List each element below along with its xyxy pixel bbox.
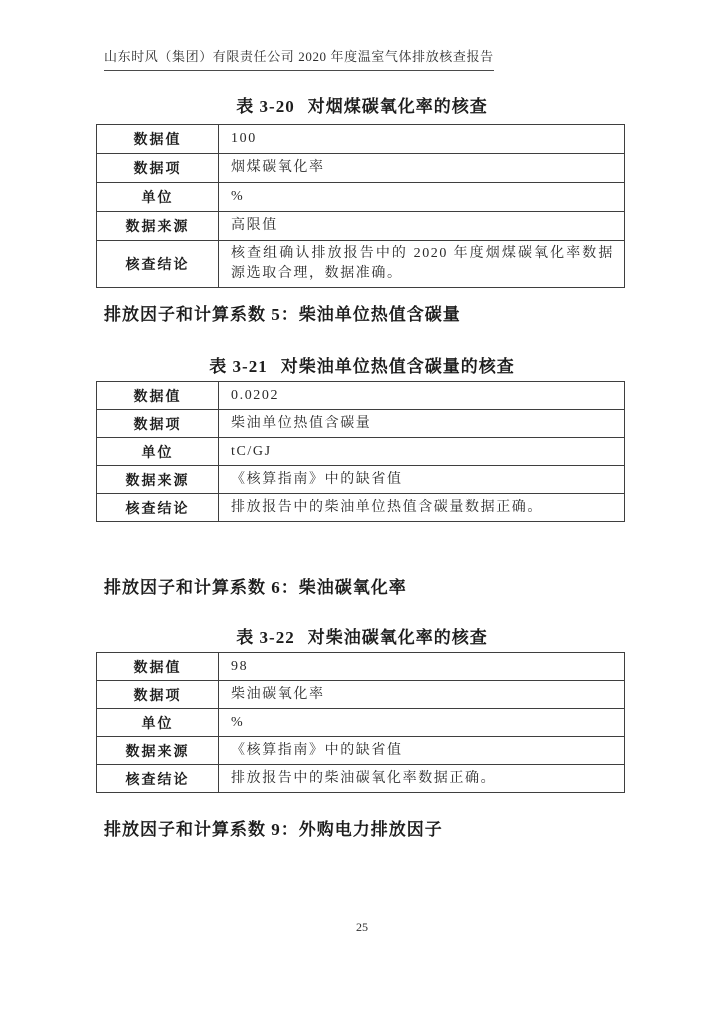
table-row bbox=[97, 410, 625, 438]
page-number: 25 bbox=[356, 920, 368, 934]
row-label: 单位 bbox=[97, 438, 219, 466]
row-label: 数据项 bbox=[97, 410, 219, 438]
row-label: 数据值 bbox=[97, 653, 219, 681]
table-3-20-title bbox=[0, 97, 724, 117]
table-row bbox=[97, 466, 625, 494]
row-value: 排放报告中的柴油单位热值含碳量数据正确。 bbox=[219, 494, 625, 522]
row-label: 核查结论 bbox=[97, 241, 219, 288]
table-row bbox=[97, 765, 625, 793]
table-3-22-title bbox=[0, 628, 724, 648]
row-value: 高限值 bbox=[219, 212, 625, 241]
row-value: 烟煤碳氧化率 bbox=[219, 154, 625, 183]
table-3-22-number: 表 3-22 bbox=[236, 628, 295, 647]
row-label: 数据项 bbox=[97, 681, 219, 709]
row-label: 核查结论 bbox=[97, 494, 219, 522]
table-row bbox=[97, 125, 625, 154]
verification-table-3-22 bbox=[96, 652, 625, 793]
row-label: 数据来源 bbox=[97, 466, 219, 494]
table-row bbox=[97, 382, 625, 410]
table-row bbox=[97, 494, 625, 522]
row-value: 0.0202 bbox=[219, 382, 625, 410]
row-label: 数据来源 bbox=[97, 737, 219, 765]
row-label: 单位 bbox=[97, 709, 219, 737]
row-value: 核查组确认排放报告中的 2020 年度烟煤碳氧化率数据源选取合理，数据准确。 bbox=[219, 241, 625, 288]
report-header-title: 山东时风（集团）有限责任公司 2020 年度温室气体排放核查报告 bbox=[104, 49, 494, 64]
table-row bbox=[97, 709, 625, 737]
table-3-21-caption: 对柴油单位热值含碳量的核查 bbox=[280, 357, 515, 376]
row-label: 单位 bbox=[97, 183, 219, 212]
table-row bbox=[97, 212, 625, 241]
row-label: 核查结论 bbox=[97, 765, 219, 793]
section-heading-factor-5: 排放因子和计算系数 5：柴油单位热值含碳量 bbox=[104, 305, 461, 324]
table-3-21-number: 表 3-21 bbox=[209, 357, 268, 376]
table-row bbox=[97, 653, 625, 681]
row-label: 数据值 bbox=[97, 382, 219, 410]
verification-table-3-21 bbox=[96, 381, 625, 522]
table-3-20-caption: 对烟煤碳氧化率的核查 bbox=[307, 97, 488, 116]
row-value: 《核算指南》中的缺省值 bbox=[219, 466, 625, 494]
table-3-21-title bbox=[0, 357, 724, 377]
table-row bbox=[97, 241, 625, 288]
row-value: % bbox=[219, 183, 625, 212]
row-value: 排放报告中的柴油碳氧化率数据正确。 bbox=[219, 765, 625, 793]
row-label: 数据来源 bbox=[97, 212, 219, 241]
report-header bbox=[104, 46, 494, 71]
row-value: 100 bbox=[219, 125, 625, 154]
row-value: % bbox=[219, 709, 625, 737]
row-value: 柴油单位热值含碳量 bbox=[219, 410, 625, 438]
table-row bbox=[97, 438, 625, 466]
row-label: 数据值 bbox=[97, 125, 219, 154]
table-row bbox=[97, 183, 625, 212]
row-label: 数据项 bbox=[97, 154, 219, 183]
section-heading-factor-9: 排放因子和计算系数 9：外购电力排放因子 bbox=[104, 820, 443, 839]
table-3-20-number: 表 3-20 bbox=[236, 97, 295, 116]
row-value: 98 bbox=[219, 653, 625, 681]
verification-table-3-20 bbox=[96, 124, 625, 288]
row-value: 柴油碳氧化率 bbox=[219, 681, 625, 709]
section-heading-factor-6: 排放因子和计算系数 6：柴油碳氧化率 bbox=[104, 578, 407, 597]
table-row bbox=[97, 154, 625, 183]
table-row bbox=[97, 737, 625, 765]
row-value: tC/GJ bbox=[219, 438, 625, 466]
table-3-22-caption: 对柴油碳氧化率的核查 bbox=[307, 628, 488, 647]
row-value: 《核算指南》中的缺省值 bbox=[219, 737, 625, 765]
table-row bbox=[97, 681, 625, 709]
